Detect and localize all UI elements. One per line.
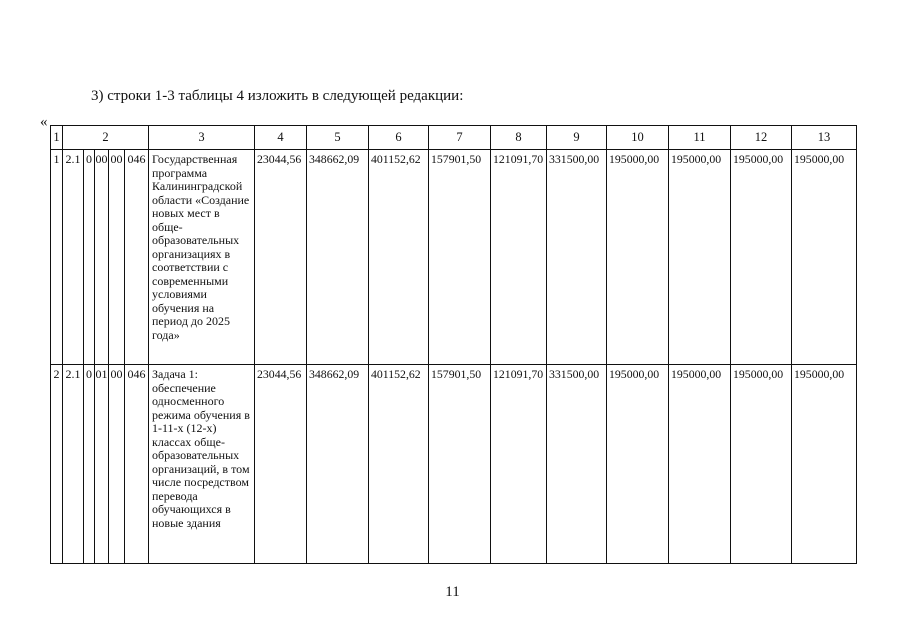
value-cell: 331500,00	[547, 150, 607, 365]
header-cell: 2	[63, 126, 149, 150]
code-part: 046	[125, 365, 149, 564]
value-cell: 195000,00	[669, 150, 731, 365]
value-cell: 157901,50	[429, 365, 491, 564]
value-cell: 195000,00	[792, 150, 857, 365]
header-cell: 1	[51, 126, 63, 150]
row-name: Государственная программа Калининградской области «Создание новых мест в обще-образовательных организациях в соответствии с современными условиями обучения на период до 2025 года»	[149, 150, 255, 365]
value-cell: 195000,00	[607, 365, 669, 564]
row-number: 1	[51, 150, 63, 365]
code-part: 046	[125, 150, 149, 365]
header-cell: 3	[149, 126, 255, 150]
table-row	[51, 150, 857, 365]
header-cell: 4	[255, 126, 307, 150]
intro-text: 3) строки 1-3 таблицы 4 изложить в следующей редакции:	[91, 88, 464, 104]
value-cell: 348662,09	[307, 365, 369, 564]
code-part: 0	[84, 365, 95, 564]
header-cell: 7	[429, 126, 491, 150]
value-cell: 121091,70	[491, 150, 547, 365]
code-part: 00	[109, 150, 125, 365]
header-cell: 13	[792, 126, 857, 150]
row-number: 2	[51, 365, 63, 564]
code-part: 00	[95, 150, 109, 365]
value-cell: 157901,50	[429, 150, 491, 365]
value-cell: 23044,56	[255, 150, 307, 365]
code-part: 01	[95, 365, 109, 564]
code-part: 2.1	[63, 365, 84, 564]
value-cell: 331500,00	[547, 365, 607, 564]
header-cell: 10	[607, 126, 669, 150]
value-cell: 195000,00	[792, 365, 857, 564]
value-cell: 401152,62	[369, 150, 429, 365]
budget-table	[50, 125, 857, 564]
value-cell: 195000,00	[607, 150, 669, 365]
value-cell: 348662,09	[307, 150, 369, 365]
code-part: 0	[84, 150, 95, 365]
table-header-row	[51, 126, 857, 150]
value-cell: 23044,56	[255, 365, 307, 564]
value-cell: 401152,62	[369, 365, 429, 564]
page-number: 11	[445, 584, 460, 600]
header-cell: 11	[669, 126, 731, 150]
header-cell: 5	[307, 126, 369, 150]
code-part: 00	[109, 365, 125, 564]
value-cell: 195000,00	[731, 150, 792, 365]
table-row	[51, 365, 857, 564]
opening-quote: «	[40, 114, 48, 130]
value-cell: 121091,70	[491, 365, 547, 564]
row-name: Задача 1: обеспечение односменного режима обучения в 1-11-х (12-х) классах обще-образовательных организаций, в том числе посредством перевода обучающихся в новые здания	[149, 365, 255, 564]
header-cell: 8	[491, 126, 547, 150]
header-cell: 6	[369, 126, 429, 150]
header-cell: 9	[547, 126, 607, 150]
header-cell: 12	[731, 126, 792, 150]
value-cell: 195000,00	[669, 365, 731, 564]
code-part: 2.1	[63, 150, 84, 365]
value-cell: 195000,00	[731, 365, 792, 564]
